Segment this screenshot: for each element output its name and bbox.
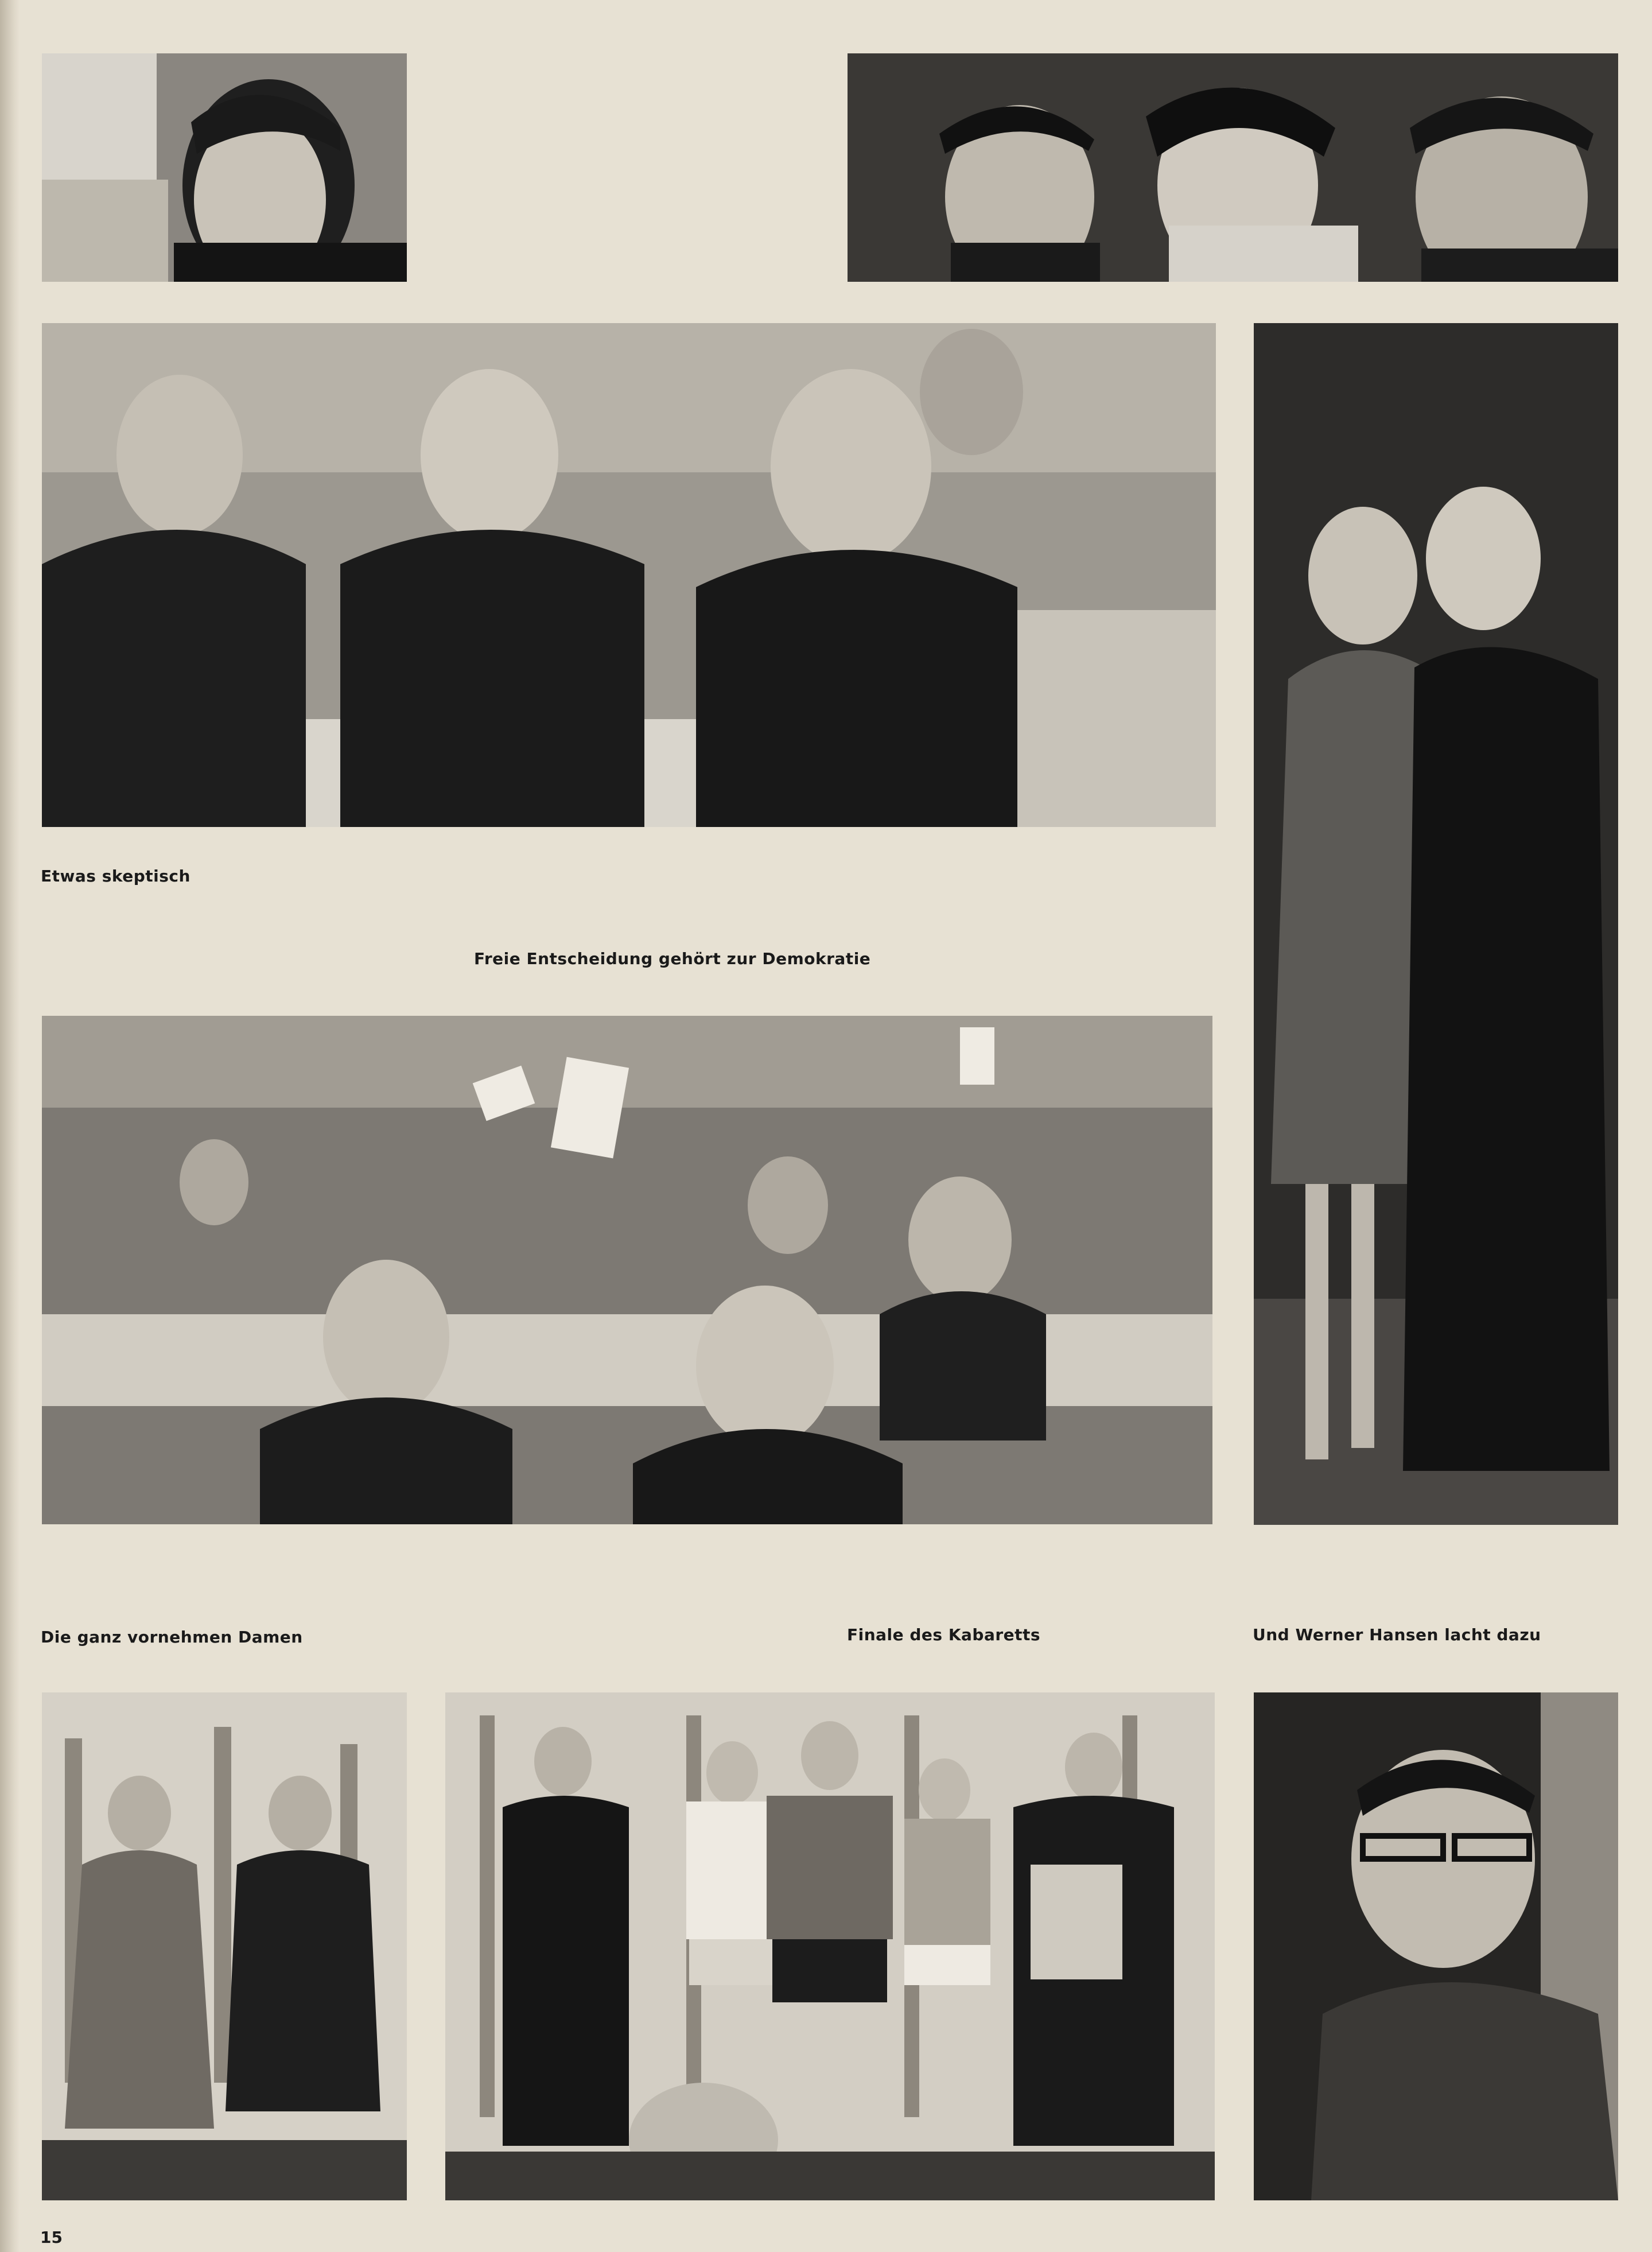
page-binding-edge xyxy=(0,0,20,2252)
caption-finale-kabarett: Finale des Kabaretts xyxy=(847,1625,1041,1644)
photo-delegates-seated xyxy=(42,323,1216,827)
caption-etwas-skeptisch: Etwas skeptisch xyxy=(41,867,191,886)
photo-werner-hansen-laughing xyxy=(1254,1692,1618,2200)
photo-elegant-ladies xyxy=(42,1692,407,2200)
caption-vornehme-damen: Die ganz vornehmen Damen xyxy=(41,1628,303,1647)
photo-cabaret-finale xyxy=(445,1692,1215,2200)
photo-dancing-couple xyxy=(1254,323,1618,1525)
caption-freie-entscheidung: Freie Entscheidung gehört zur Demokratie xyxy=(474,949,871,968)
page-number: 15 xyxy=(40,2228,63,2247)
photo-voting-hands xyxy=(42,1016,1212,1524)
photo-man-profile xyxy=(42,53,407,282)
caption-werner-hansen: Und Werner Hansen lacht dazu xyxy=(1253,1625,1541,1644)
photo-three-faces xyxy=(848,53,1618,282)
